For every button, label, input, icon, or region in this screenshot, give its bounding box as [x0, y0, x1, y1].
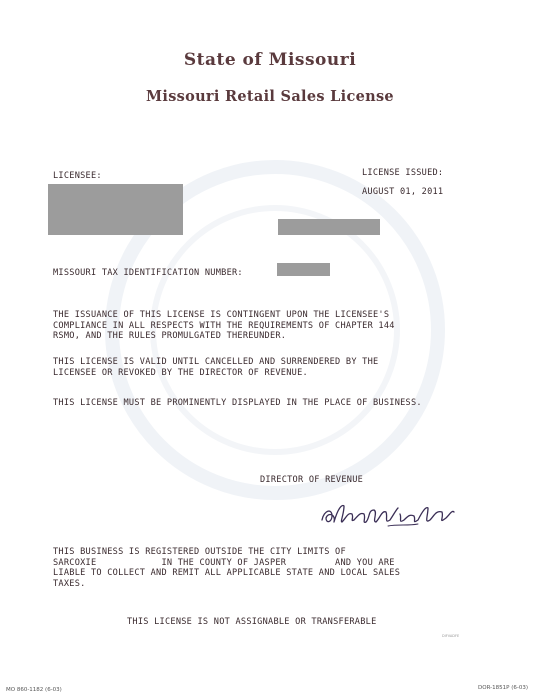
validity-paragraph: THIS LICENSE IS VALID UNTIL CANCELLED AND SURRENDERED BY THE LICENSEE OR REVOKED BY THE DIRECTOR OF REVENUE. — [53, 357, 379, 378]
license-issued-label: LICENSE ISSUED: — [362, 168, 444, 178]
tax-id-label: MISSOURI TAX IDENTIFICATION NUMBER: — [53, 268, 243, 278]
display-paragraph: THIS LICENSE MUST BE PROMINENTLY DISPLAYED IN THE PLACE OF BUSINESS. — [53, 398, 422, 408]
redacted-licensee-address — [278, 219, 380, 235]
license-title: Missouri Retail Sales License — [146, 88, 394, 105]
document-code: DIFVADFE — [442, 634, 460, 638]
licensee-label: LICENSEE: — [53, 171, 102, 181]
redacted-licensee-name — [48, 184, 183, 235]
registration-paragraph: THIS BUSINESS IS REGISTERED OUTSIDE THE CITY LIMITS OF SARCOXIE IN THE COUNTY OF JASPER AND YOU ARE LIABLE TO COLLECT AND REMIT ALL APPLICABLE STATE AND LOCAL SALES TAXES. — [53, 547, 401, 589]
redacted-tax-id — [277, 263, 330, 276]
not-transferable-notice: THIS LICENSE IS NOT ASSIGNABLE OR TRANSFERABLE — [127, 617, 377, 627]
footer-form-right: DOR-1851P (6-03) — [478, 685, 528, 691]
footer-form-left: MO 860-1182 (6-03) — [6, 687, 62, 693]
state-title: State of Missouri — [183, 50, 357, 70]
contingency-paragraph: THE ISSUANCE OF THIS LICENSE IS CONTINGENT UPON THE LICENSEE'S COMPLIANCE IN ALL RESPECTS WITH THE REQUIREMENTS OF CHAPTER 144 RSMO, AND THE RULES PROMULGATED THEREUNDER. — [53, 310, 395, 341]
director-signature — [318, 496, 458, 532]
license-issued-date: AUGUST 01, 2011 — [362, 187, 444, 197]
director-of-revenue-label: DIRECTOR OF REVENUE — [260, 475, 364, 485]
